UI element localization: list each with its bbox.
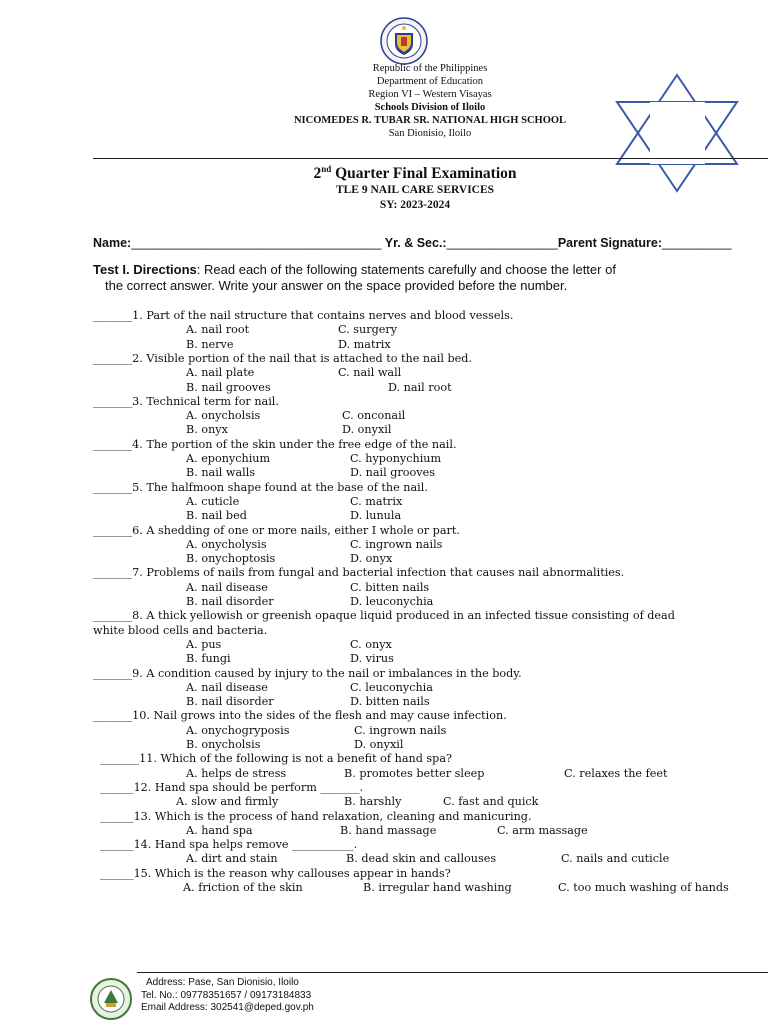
answer-option: A. onycholysis: [186, 537, 267, 551]
answer-option: C. nails and cuticle: [561, 852, 670, 866]
question-stem-continued: white blood cells and bacteria.: [93, 623, 268, 637]
exam-title: [0, 164, 768, 183]
answer-option: B. onyx: [186, 423, 228, 437]
question-stem: _______4. The portion of the skin under the free edge of the nail.: [93, 437, 457, 451]
answer-option: A. friction of the skin: [183, 881, 303, 894]
answer-option: A. helps de stress: [186, 766, 287, 780]
answer-option: A. nail plate: [186, 366, 255, 380]
question-stem: _______2. Visible portion of the nail that is attached to the nail bed.: [93, 351, 472, 365]
footer-tel: Tel. No.: 09778351657 / 09173184833: [141, 989, 312, 1001]
answer-option: D. leuconychia: [350, 595, 434, 608]
answer-option: B. fungi: [186, 652, 231, 666]
directions-line-1: [93, 262, 743, 278]
answer-option: C. hyponychium: [350, 452, 442, 465]
question-stem: ______13. Which is the process of hand relaxation, cleaning and manicuring.: [100, 809, 532, 823]
deped-seal: [380, 17, 428, 65]
answer-option: C. surgery: [338, 323, 398, 337]
answer-option: A. hand spa: [186, 823, 253, 837]
answer-option: B. dead skin and callouses: [346, 852, 497, 866]
question-stem: _______10. Nail grows into the sides of the flesh and may cause infection.: [93, 709, 507, 723]
answer-option: A. pus: [186, 637, 222, 651]
answer-option: B. onychoptosis: [186, 552, 276, 566]
footer-email: Email Address: 302541@deped.gov.ph: [141, 1002, 314, 1013]
name-label: Name:: [93, 236, 132, 250]
answer-option: A. cuticle: [186, 494, 240, 508]
question-stem: ______12. Hand spa should be perform _______.: [100, 780, 364, 794]
question-stem: _______6. A shedding of one or more nails, either I whole or part.: [93, 523, 460, 537]
exam-subject: TLE 9 NAIL CARE SERVICES: [335, 184, 495, 196]
answer-option: D. virus: [350, 652, 394, 666]
exam-title-rest: Quarter Final Examination: [331, 165, 517, 183]
answer-option: B. harshly: [344, 795, 402, 809]
answer-option: D. bitten nails: [350, 695, 430, 709]
header-line-department: Department of Education: [376, 76, 484, 87]
year-section-blank[interactable]: ________________: [446, 236, 558, 250]
answer-option: C. onyx: [350, 637, 392, 651]
question-stem: _______9. A condition caused by injury to the nail or imbalances in the body.: [93, 666, 522, 680]
exam-title-number: 2: [313, 165, 322, 183]
answer-option: C. matrix: [350, 494, 403, 508]
question-stem: _______5. The halfmoon shape found at the base of the nail.: [93, 480, 428, 494]
exam-title-sup: nd: [321, 164, 332, 174]
question-stem: _______1. Part of the nail structure that contains nerves and blood vessels.: [93, 309, 514, 322]
answer-option: B. hand massage: [340, 823, 437, 837]
answer-option: D. lunula: [350, 509, 402, 523]
answer-option: C. leuconychia: [350, 680, 433, 694]
answer-option: C. ingrown nails: [354, 723, 447, 737]
exam-school-year: SY: 2023-2024: [379, 199, 451, 211]
answer-option: B. nail bed: [186, 509, 247, 523]
answer-option: A. nail root: [186, 323, 250, 337]
name-blank[interactable]: ____________________________________: [131, 236, 382, 250]
answer-option: B. nail disorder: [186, 595, 274, 608]
year-section-label: Yr. & Sec.:: [384, 236, 447, 250]
answer-option: C. bitten nails: [350, 580, 430, 594]
answer-option: C. fast and quick: [443, 795, 539, 809]
answer-option: A. eponychium: [186, 452, 271, 465]
answer-option: A. dirt and stain: [186, 852, 278, 866]
answer-option: A. onychogryposis: [186, 723, 290, 737]
directions-label: Test I. Directions: [93, 262, 197, 277]
answer-option: A. nail disease: [186, 680, 268, 694]
question-stem: _______7. Problems of nails from fungal and bacterial infection that causes nail abnormalities.: [93, 566, 625, 580]
header-divider: [93, 158, 768, 159]
header-school: NICOMEDES R. TUBAR SR. NATIONAL HIGH SCHOOL: [293, 115, 567, 126]
question-stem: _______11. Which of the following is not a benefit of hand spa?: [100, 752, 452, 766]
directions: [93, 262, 743, 294]
answer-option: D. nail root: [388, 380, 452, 394]
answer-option: D. onyxil: [354, 738, 404, 751]
directions-text-1: : Read each of the following statements carefully and choose the letter of: [196, 262, 616, 277]
answer-option: B. onycholsis: [186, 738, 261, 751]
directions-line-2: the correct answer. Write your answer on the space provided before the number.: [105, 278, 568, 293]
answer-option: B. irregular hand washing: [363, 881, 512, 894]
question-stem: ______14. Hand spa helps remove ___________.: [100, 838, 358, 852]
answer-option: C. nail wall: [338, 366, 402, 380]
header-line-republic: Republic of the Philippines: [372, 63, 488, 74]
header-location: San Dionisio, Iloilo: [388, 128, 472, 139]
answer-option: C. ingrown nails: [350, 537, 443, 551]
answer-option: D. nail grooves: [350, 466, 435, 480]
school-seal-icon: [88, 977, 134, 1021]
footer-address: Address: Pase, San Dionisio, Iloilo: [146, 977, 299, 988]
answer-option: A. nail disease: [186, 580, 268, 594]
question-stem: _______8. A thick yellowish or greenish opaque liquid produced in an infected tissue consisting of dead: [93, 609, 675, 623]
answer-option: B. promotes better sleep: [344, 766, 485, 780]
answer-option: C. arm massage: [497, 823, 588, 837]
answer-option: B. nail disorder: [186, 695, 274, 709]
header-division: Schools Division of Iloilo: [374, 102, 486, 113]
answer-option: B. nerve: [186, 337, 234, 351]
parent-signature-label: Parent Signature:: [557, 236, 663, 250]
answer-option: C. onconail: [342, 409, 406, 423]
parent-signature-blank[interactable]: __________: [662, 236, 732, 250]
footer-divider: [137, 972, 768, 973]
answer-option: A. slow and firmly: [176, 795, 279, 809]
student-info-row: [93, 236, 732, 250]
answer-option: B. nail grooves: [186, 380, 271, 394]
answer-option: A. onycholsis: [186, 409, 261, 423]
answer-option: D. onyxil: [342, 423, 392, 437]
answer-option: C. relaxes the feet: [564, 766, 668, 780]
answer-option: D. onyx: [350, 552, 393, 566]
answer-option: D. matrix: [338, 337, 391, 351]
header-line-region: Region VI – Western Visayas: [368, 89, 492, 100]
answer-option: B. nail walls: [186, 466, 256, 480]
answer-option: C. too much washing of hands: [558, 881, 729, 894]
question-stem: ______15. Which is the reason why callouses appear in hands?: [100, 866, 451, 880]
question-stem: _______3. Technical term for nail.: [93, 394, 279, 408]
footer-contact: [141, 977, 314, 1015]
